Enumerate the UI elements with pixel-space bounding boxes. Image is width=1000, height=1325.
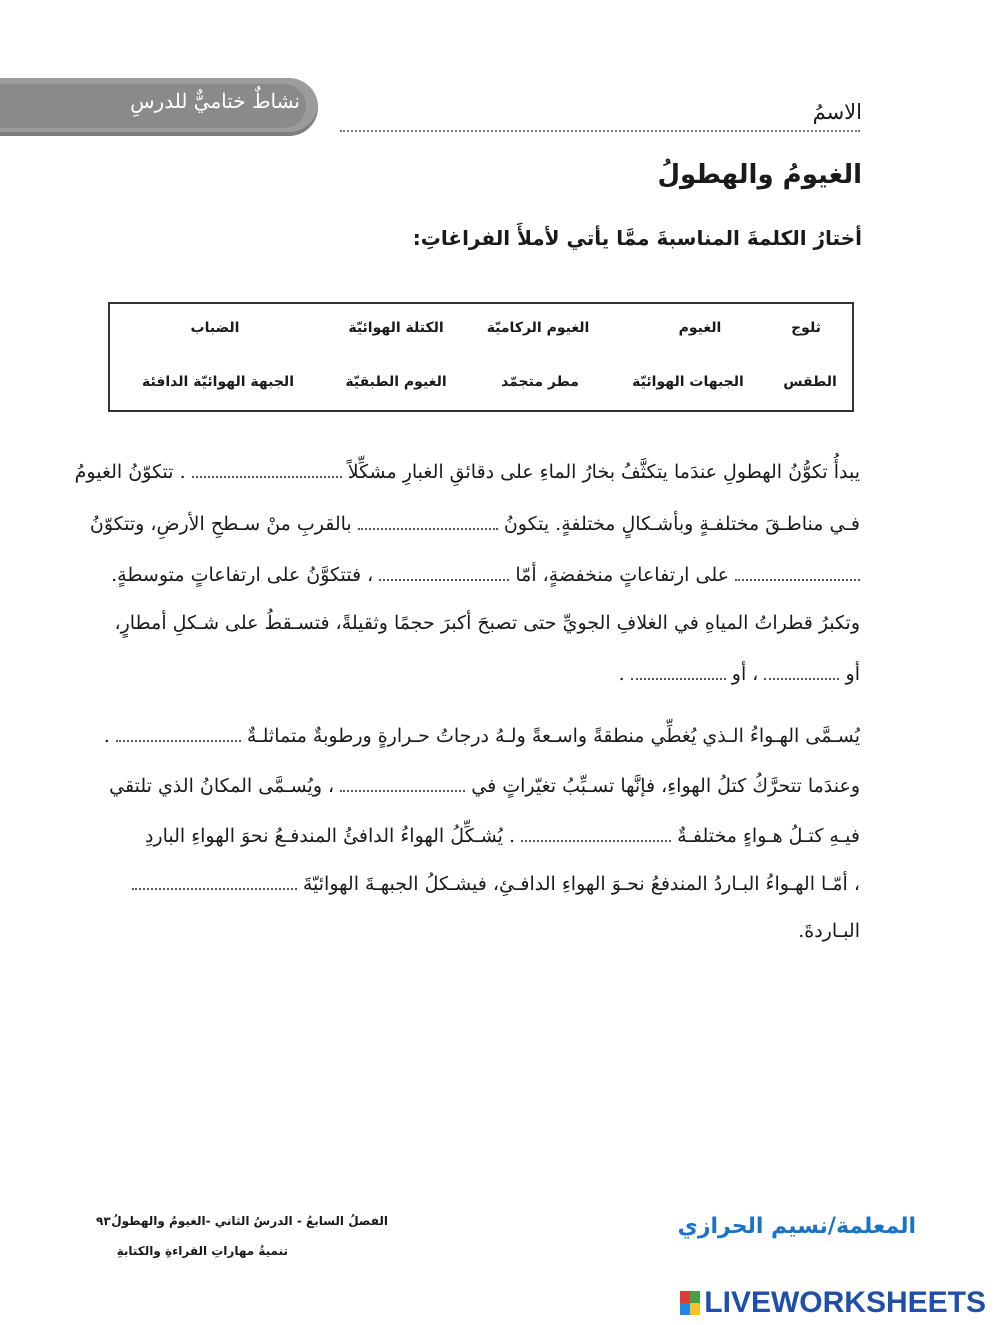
word-bank-item: الغيوم	[678, 320, 722, 336]
text-fragment: يبدأُ تكوُّنُ الهطولِ عندَما يتكثَّفُ بخارُ الماءِ على دقائقِ الغبارِ مشكِّلاً	[347, 461, 860, 483]
page-title: الغيومُ والهطولُ	[657, 160, 862, 190]
paragraph1-line4: وتكبرُ قطراتُ المياهِ في الغلافِ الجويِّ حتى تصبحَ أكبرَ حجمًا وثقيلةً، فتسـقطُ على شـكلِ أمطارٍ،	[114, 612, 860, 634]
text-fragment: بالقربِ منْ سـطحِ الأرضِ، وتتكوّنُ	[89, 513, 352, 535]
word-bank-item: الكتلة الهوائيّة	[348, 320, 444, 336]
paragraph2-line4	[100, 872, 860, 895]
paragraph2-line5: البـاردةَ.	[798, 920, 860, 942]
paragraph2-line1	[100, 724, 860, 747]
activity-tab-label: نشاطٌ ختاميٌّ للدرسِ	[130, 89, 300, 113]
word-bank-item: مطر متجمّد	[501, 374, 579, 390]
footer-chapter: الفصلُ السابعُ - الدرسُ الثاني -الغيومُ والهطولُ	[111, 1214, 388, 1228]
word-bank-item: الغيوم الركاميّة	[486, 320, 590, 336]
page-number: ٩٣	[96, 1214, 111, 1228]
logo-icon	[680, 1291, 700, 1315]
text-fragment: ، أو	[731, 663, 759, 685]
paragraph2-line3	[100, 824, 860, 847]
blank-input[interactable]	[116, 724, 241, 742]
name-label: الاسمُ	[812, 100, 862, 124]
word-bank-item: الجبهة الهوائيّة الدافئة	[142, 374, 294, 390]
text-fragment: فيـهِ كتـلُ هـواءٍ مختلفـةٌ	[677, 825, 860, 847]
text-fragment: فـي مناطـقَ مختلفـةٍ وبأشـكالٍ مختلفةٍ. يتكونُ	[503, 513, 860, 535]
paragraph2-line2	[100, 774, 860, 797]
blank-input[interactable]	[521, 824, 671, 842]
text-fragment: على ارتفاعاتٍ منخفضةٍ، أمّا	[515, 564, 729, 586]
logo-text: LIVEWORKSHEETS	[704, 1286, 986, 1319]
liveworksheets-logo	[680, 1286, 986, 1320]
text-fragment: .	[618, 663, 625, 685]
blank-input[interactable]	[192, 460, 342, 478]
name-field[interactable]	[340, 104, 860, 132]
instruction: أختارُ الكلمةَ المناسبةَ ممَّا يأتي لأملأَ الفراغاتِ:	[412, 226, 862, 250]
word-bank-item: ثلوج	[791, 320, 821, 336]
footer-subtitle: تنميةُ مهاراتِ القراءةِ والكتابةِ	[116, 1244, 288, 1258]
blank-input[interactable]	[358, 512, 498, 530]
blank-input[interactable]	[631, 662, 726, 680]
word-bank-item: الضباب	[190, 320, 240, 336]
activity-tab	[0, 78, 318, 136]
blank-input[interactable]	[132, 872, 297, 890]
word-bank-item: الطقس	[783, 374, 837, 390]
blank-input[interactable]	[340, 774, 465, 792]
text-fragment: يُسـمَّى الهـواءُ الـذي يُغطِّي منطقةً واسـعةً ولـهُ درجاتُ حـرارةٍ ورطوبةٌ متماثلـةٌ	[246, 725, 860, 747]
paragraph1-line2	[89, 512, 860, 535]
word-bank	[108, 302, 854, 412]
blank-input[interactable]	[764, 662, 839, 680]
text-fragment: ، ويُسـمَّى المكانُ الذي تلتقي	[109, 775, 335, 797]
blank-input[interactable]	[735, 563, 860, 581]
text-fragment: .	[103, 725, 110, 747]
word-bank-item: الجبهات الهوائيّة	[632, 374, 744, 390]
text-fragment: ، أمّـا الهـواءُ البـاردُ المندفعُ نحـوَ الهواءِ الدافـئِ، فيشـكلُ الجبهـةَ الهوائيّةَ	[302, 873, 860, 895]
blank-input[interactable]	[379, 563, 509, 581]
text-fragment: أو	[845, 663, 860, 685]
paragraph1-line3	[100, 563, 860, 586]
text-fragment: . يُشـكِّلُ الهواءُ الدافئُ المندفـعُ نحوَ الهواءِ الباردِ	[144, 825, 516, 847]
paragraph1-line1	[74, 460, 860, 483]
teacher-credit: المعلمة/نسيم الحرازي	[677, 1214, 916, 1239]
paragraph1-line5	[100, 662, 860, 685]
text-fragment: وعندَما تتحرَّكُ كتلُ الهواءِ، فإنَّها تسـبِّبُ تغيّراتٍ في	[471, 775, 860, 797]
word-bank-item: الغيوم الطبقيّة	[345, 374, 447, 390]
text-fragment: . تتكوّنُ الغيومُ	[74, 461, 186, 483]
text-fragment: ، فتتكوَّنُ على ارتفاعاتٍ متوسطةٍ.	[111, 564, 374, 586]
